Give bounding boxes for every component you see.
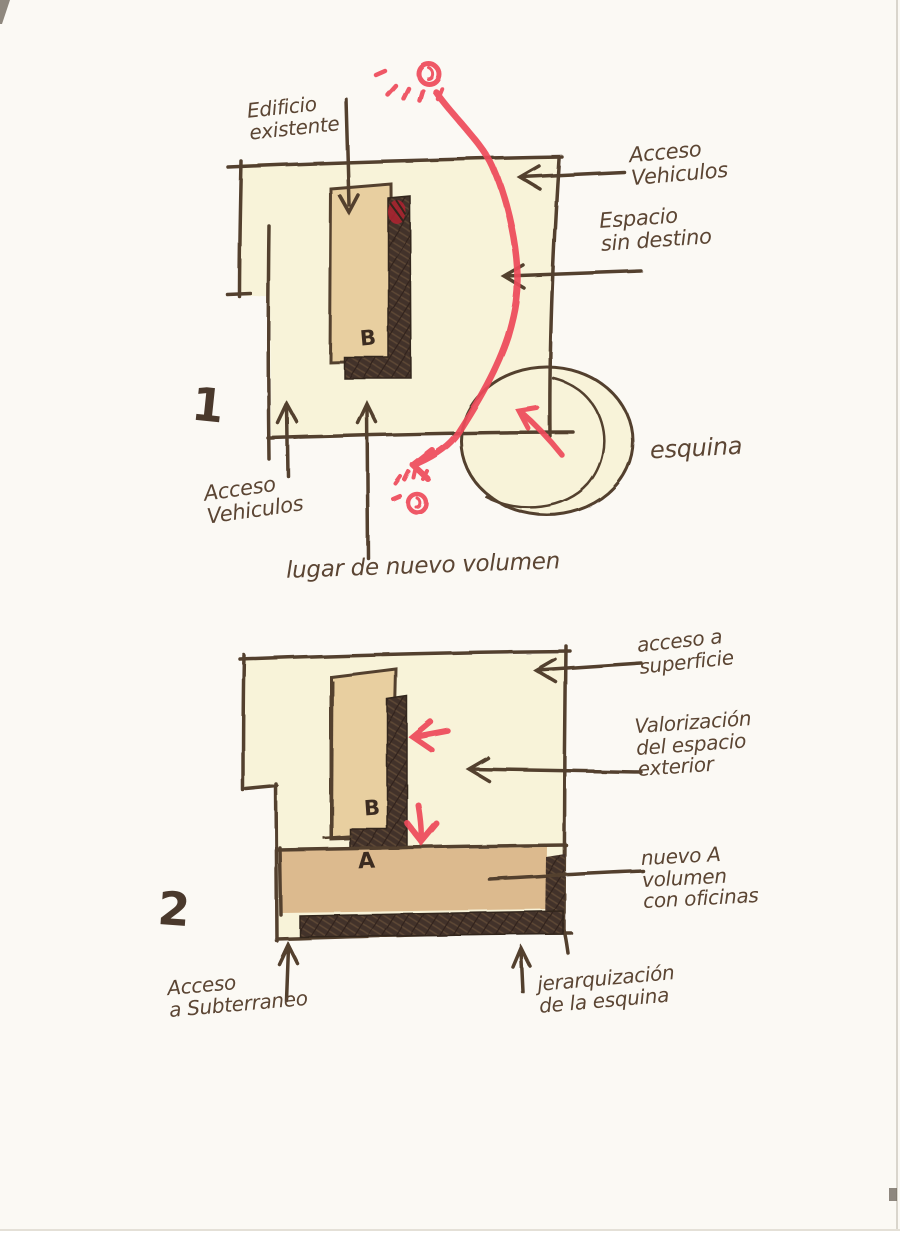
label-acceso-superficie: acceso a superficie — [635, 624, 735, 679]
dark-bottom-bar — [300, 911, 563, 937]
diagram-2-plan — [240, 646, 643, 1000]
label-nuevo-volumen: nuevo A volumen con oficinas — [640, 841, 760, 914]
label-acceso-vehiculos-bottom: Acceso Vehiculos — [202, 471, 305, 529]
building-letter-b1: B — [358, 325, 378, 351]
label-acceso-vehiculos-top: Acceso Vehiculos — [628, 137, 729, 190]
diagram-1-number: 1 — [189, 376, 227, 434]
label-esquina: esquina — [649, 431, 743, 465]
label-valorizacion: Valorización del espacio exterior — [633, 706, 752, 782]
lugar-arrow — [367, 406, 368, 558]
label-espacio-sin-destino: Espacio sin destino — [598, 203, 713, 256]
jerarquizacion-arrow — [521, 950, 523, 992]
acceso-bottom-arrow — [287, 406, 288, 476]
building-b2-inner-line — [332, 681, 333, 838]
label-acceso-subterraneo: Acceso a Subterraneo — [166, 970, 309, 1022]
label-jerarquizacion: jerarquización de la esquina — [536, 960, 676, 1018]
sun-icon-top — [376, 64, 442, 101]
volume-a-fill — [281, 847, 547, 913]
red-mark-on-strip — [388, 200, 406, 224]
building-letter-a2: A — [357, 848, 376, 875]
building-letter-b2: B — [363, 795, 381, 821]
diagram-2-number: 2 — [156, 880, 192, 938]
label-lugar-nuevo-volumen: lugar de nuevo volumen — [285, 548, 561, 584]
label-edificio-existente: Edificio existente — [245, 91, 341, 145]
